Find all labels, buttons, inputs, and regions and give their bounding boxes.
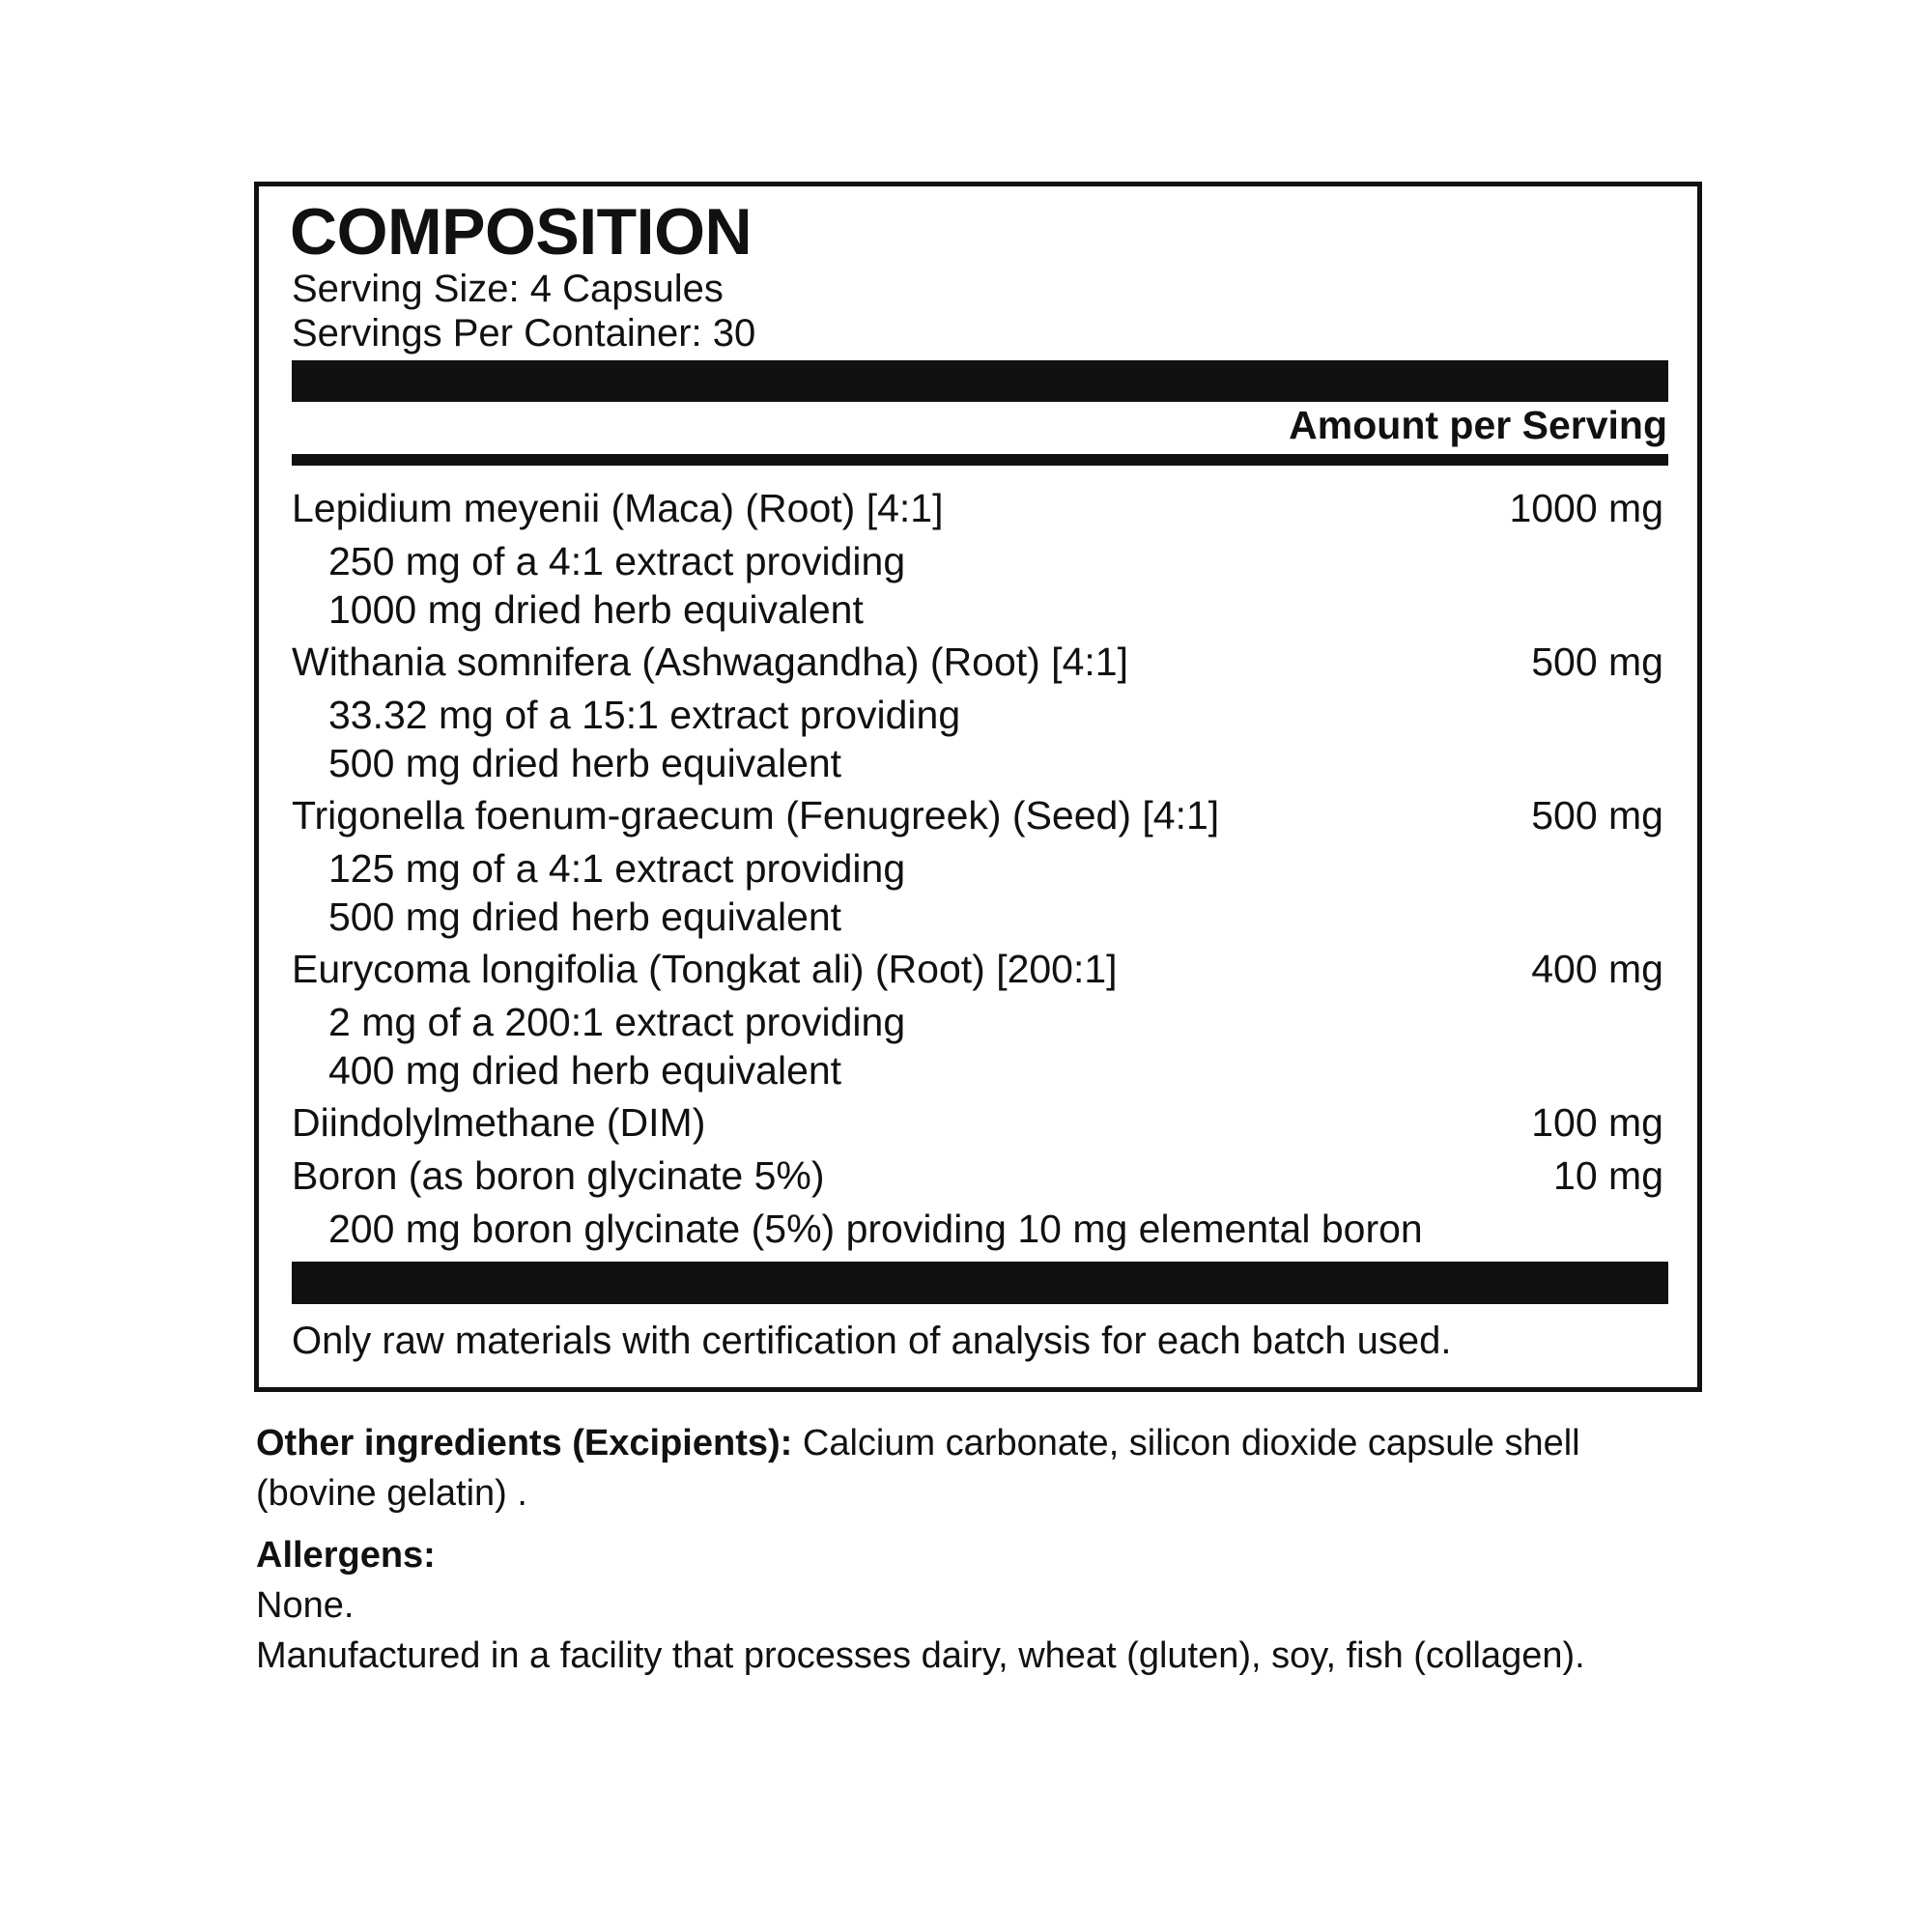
composition-title: COMPOSITION [290,195,753,269]
certification-footnote: Only raw materials with certification of analysis for each batch used. [292,1320,1452,1362]
allergens-none: None. [256,1585,355,1626]
ingredient-detail: 125 mg of a 4:1 extract providing [328,846,906,891]
ingredient-detail: 500 mg dried herb equivalent [328,741,842,785]
ingredient-detail: 400 mg dried herb equivalent [328,1048,842,1093]
servings-per-container: Servings Per Container: 30 [292,312,756,355]
ingredient-amount: 500 mg [1531,793,1663,838]
ingredient-name: Boron (as boron glycinate 5%) [292,1153,825,1198]
ingredient-amount: 400 mg [1531,947,1663,991]
ingredient-detail: 1000 mg dried herb equivalent [328,587,864,632]
other-ingredients-text: Calcium carbonate, silicon dioxide capsule shell (bovine gelatin) . [256,1423,1580,1514]
ingredient-amount: 100 mg [1531,1100,1663,1145]
top-thick-divider [292,360,1668,402]
ingredient-name: Eurycoma longifolia (Tongkat ali) (Root) [200:1] [292,947,1118,991]
bottom-thick-divider [292,1262,1668,1304]
ingredient-detail: 200 mg boron glycinate (5%) providing 10 mg elemental boron [328,1207,1423,1251]
ingredient-name: Trigonella foenum-graecum (Fenugreek) (Seed) [4:1] [292,793,1220,838]
ingredient-amount: 1000 mg [1509,486,1663,530]
amount-per-serving-header: Amount per Serving [1289,403,1667,447]
ingredient-detail: 250 mg of a 4:1 extract providing [328,539,906,583]
header-divider [292,454,1668,466]
ingredient-detail: 2 mg of a 200:1 extract providing [328,1000,906,1044]
ingredient-detail: 500 mg dried herb equivalent [328,895,842,939]
ingredient-amount: 500 mg [1531,639,1663,684]
ingredient-name: Withania somnifera (Ashwagandha) (Root) [4:1] [292,639,1128,684]
ingredient-amount: 10 mg [1553,1153,1663,1198]
allergens-label: Allergens: [256,1535,436,1576]
other-ingredients [256,1418,1705,1519]
other-ingredients-label: Other ingredients (Excipients): [256,1423,793,1463]
serving-size: Serving Size: 4 Capsules [292,268,724,310]
ingredient-detail: 33.32 mg of a 15:1 extract providing [328,693,961,737]
allergens-facility-note: Manufactured in a facility that processes dairy, wheat (gluten), soy, fish (collagen). [256,1635,1585,1676]
ingredient-name: Lepidium meyenii (Maca) (Root) [4:1] [292,486,944,530]
ingredient-name: Diindolylmethane (DIM) [292,1100,706,1145]
